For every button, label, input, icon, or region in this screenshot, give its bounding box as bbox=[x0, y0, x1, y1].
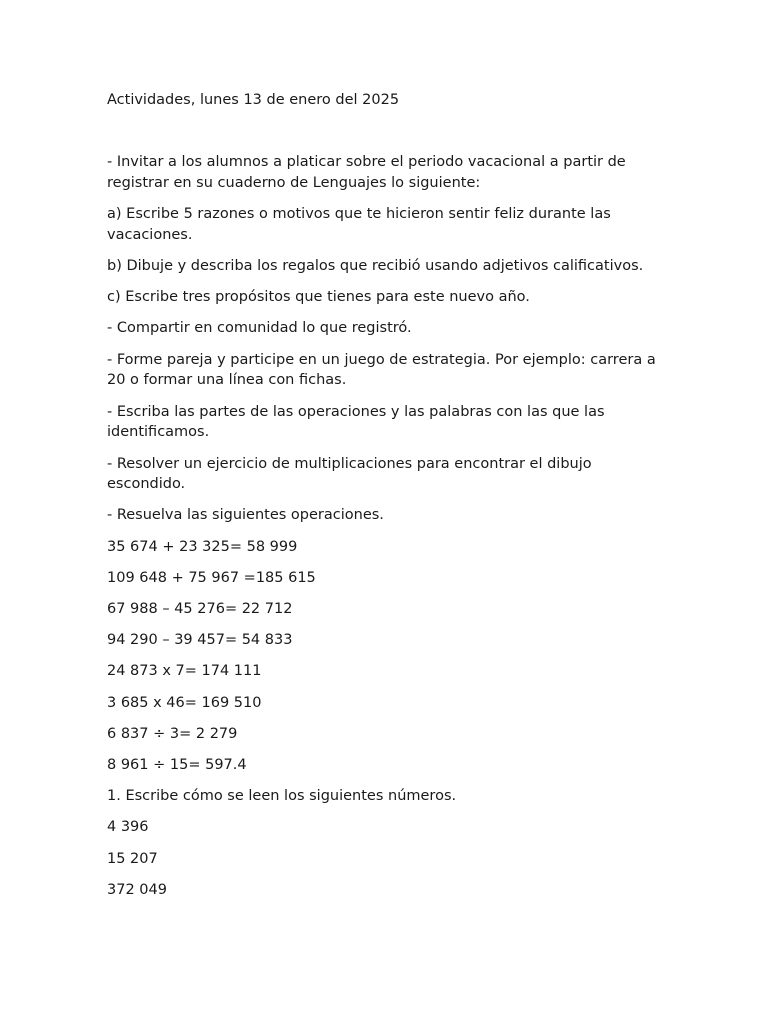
number-line: 372 049 bbox=[107, 881, 167, 898]
paragraph-read-numbers: 1. Escribe cómo se leen los siguientes números. bbox=[107, 788, 457, 805]
operation-line: 3 685 x 46= 169 510 bbox=[107, 694, 262, 711]
operation-line: 6 837 ÷ 3= 2 279 bbox=[107, 725, 238, 742]
paragraph-item-c: c) Escribe tres propósitos que tienes para este nuevo año. bbox=[107, 289, 530, 306]
document-body bbox=[107, 152, 667, 911]
operation-line: 8 961 ÷ 15= 597.4 bbox=[107, 756, 247, 773]
operation-line: 35 674 + 23 325= 58 999 bbox=[107, 538, 298, 555]
paragraph-strategy-game: - Forme pareja y participe en un juego de estrategia. Por ejemplo: carrera a 20 o formar una línea con fichas. bbox=[107, 351, 656, 389]
operation-line: 67 988 – 45 276= 22 712 bbox=[107, 601, 293, 618]
paragraph-hidden-drawing: - Resolver un ejercicio de multiplicaciones para encontrar el dibujo escondido. bbox=[107, 455, 592, 493]
paragraph-share: - Compartir en comunidad lo que registró. bbox=[107, 320, 412, 337]
operation-line: 94 290 – 39 457= 54 833 bbox=[107, 632, 293, 649]
paragraph-solve-operations: - Resuelva las siguientes operaciones. bbox=[107, 507, 384, 524]
number-line: 15 207 bbox=[107, 850, 158, 867]
paragraph-operation-parts: - Escriba las partes de las operaciones y las palabras con las que las identificamos. bbox=[107, 403, 605, 441]
operation-line: 109 648 + 75 967 =185 615 bbox=[107, 569, 316, 586]
paragraph-item-b: b) Dibuje y describa los regalos que recibió usando adjetivos calificativos. bbox=[107, 257, 644, 274]
number-line: 4 396 bbox=[107, 819, 149, 836]
paragraph-intro: - Invitar a los alumnos a platicar sobre el periodo vacacional a partir de registrar en su cuaderno de Lenguajes lo siguiente: bbox=[107, 154, 626, 191]
document-title: Actividades, lunes 13 de enero del 2025 bbox=[107, 92, 400, 108]
operation-line: 24 873 x 7= 174 111 bbox=[107, 663, 262, 680]
paragraph-item-a: a) Escribe 5 razones o motivos que te hicieron sentir feliz durante las vacaciones. bbox=[107, 205, 611, 243]
